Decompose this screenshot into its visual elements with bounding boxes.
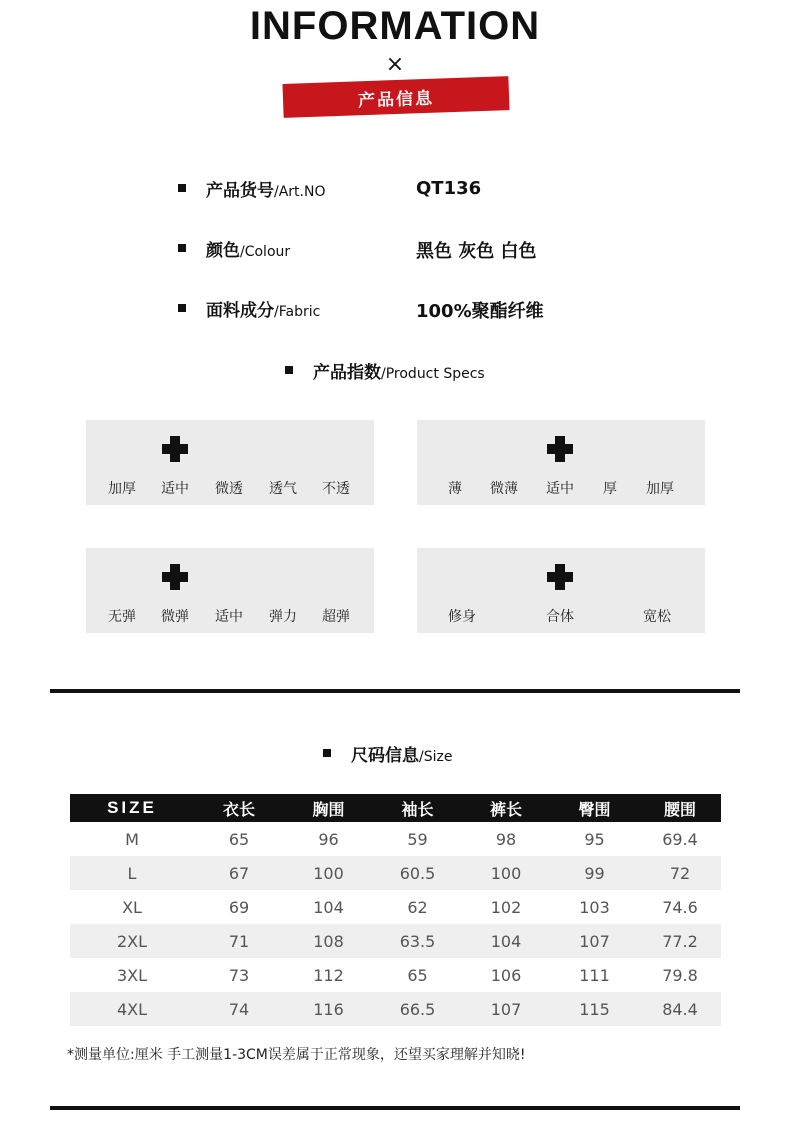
table-cell: 111	[579, 965, 610, 985]
table-cell: 98	[495, 829, 517, 849]
table-cell: 104	[313, 897, 344, 917]
table-cell: 106	[490, 965, 522, 985]
table-cell: 62	[407, 897, 428, 917]
table-cell: 71	[194, 924, 284, 958]
table-cell: 116	[284, 992, 373, 1026]
table-row	[70, 822, 721, 856]
divider	[50, 1106, 740, 1110]
table-cell: 3XL	[116, 965, 148, 985]
table-cell: 96	[318, 829, 339, 849]
spec-option: 微薄	[490, 481, 518, 497]
table-cell: 115	[550, 992, 639, 1026]
table-cell: 112	[313, 965, 344, 985]
table-row	[70, 992, 721, 1026]
spec-option: 超弹	[322, 609, 350, 625]
table-cell: 72	[639, 856, 721, 890]
column-header: 腰围	[639, 794, 721, 822]
size-table	[70, 794, 721, 1026]
spec-option: 薄	[448, 481, 462, 497]
spec-box-thickness	[86, 420, 374, 505]
plus-marker-icon	[162, 564, 188, 590]
spec-option: 适中	[215, 609, 243, 625]
table-cell: 108	[284, 924, 373, 958]
cross-icon: ×	[385, 52, 405, 77]
section-banner	[282, 76, 509, 118]
column-header: 衣长	[194, 794, 284, 822]
plus-marker-icon	[547, 564, 573, 590]
page-title: INFORMATION	[249, 4, 541, 48]
table-cell: 65	[228, 829, 250, 849]
table-cell: 95	[584, 829, 605, 849]
table-cell: 107	[462, 992, 550, 1026]
table-row	[70, 924, 721, 958]
table-cell: 77.2	[639, 924, 721, 958]
table-cell: 67	[194, 856, 284, 890]
table-cell: 2XL	[70, 924, 194, 958]
column-header: 袖长	[373, 794, 462, 822]
table-cell: 59	[407, 829, 428, 849]
table-cell: 4XL	[70, 992, 194, 1026]
table-cell: 66.5	[373, 992, 462, 1026]
table-cell: 100	[462, 856, 550, 890]
table-cell: 104	[462, 924, 550, 958]
bullet-icon	[323, 749, 331, 757]
table-cell: 73	[228, 965, 250, 985]
spec-option: 弹力	[269, 609, 297, 625]
plus-marker-icon	[547, 436, 573, 462]
specs-heading: 产品指数/Product Specs	[313, 363, 485, 383]
info-label-art-no: 产品货号/Art.NO	[206, 181, 326, 201]
table-cell: 107	[550, 924, 639, 958]
table-row	[70, 856, 721, 890]
spec-option: 无弹	[108, 609, 136, 625]
spec-option: 微透	[215, 481, 243, 497]
table-cell: 63.5	[373, 924, 462, 958]
spec-option: 透气	[269, 481, 297, 497]
info-label-colour: 颜色/Colour	[206, 241, 291, 261]
spec-option: 加厚	[108, 481, 136, 497]
table-cell: 103	[579, 897, 610, 917]
table-cell: 84.4	[639, 992, 721, 1026]
column-header: SIZE	[70, 794, 194, 822]
table-row	[70, 958, 721, 992]
column-header: 臀围	[550, 794, 639, 822]
spec-box-elasticity	[86, 548, 374, 633]
table-cell: 79.8	[662, 965, 698, 985]
spec-option: 适中	[161, 481, 189, 497]
table-cell: 99	[550, 856, 639, 890]
table-cell: XL	[122, 897, 142, 917]
info-label-fabric: 面料成分/Fabric	[206, 301, 321, 321]
table-cell: 100	[284, 856, 373, 890]
spec-option: 加厚	[646, 481, 674, 497]
table-row	[70, 890, 721, 924]
table-cell: 65	[407, 965, 428, 985]
table-cell: 69	[228, 897, 250, 917]
spec-option: 适中	[546, 481, 574, 497]
size-heading: 尺码信息/Size	[351, 746, 453, 766]
bullet-icon	[178, 244, 186, 252]
info-value-art-no: QT136	[416, 178, 482, 199]
info-value-fabric: 100%聚酯纤维	[416, 301, 544, 322]
plus-marker-icon	[162, 436, 188, 462]
table-cell: 69.4	[662, 829, 698, 849]
banner-label: 产品信息	[357, 88, 435, 111]
table-cell: 60.5	[373, 856, 462, 890]
spec-option: 合体	[546, 609, 574, 625]
column-header: 胸围	[284, 794, 373, 822]
spec-option: 厚	[603, 481, 617, 497]
spec-option: 不透	[322, 481, 350, 497]
spec-option: 修身	[448, 609, 476, 625]
table-cell: 74.6	[662, 897, 698, 917]
bullet-icon	[178, 184, 186, 192]
info-value-colour: 黑色 灰色 白色	[416, 241, 537, 262]
spec-box-fit	[417, 548, 705, 633]
spec-option: 宽松	[643, 609, 671, 625]
divider	[50, 689, 740, 693]
spec-box-weight	[417, 420, 705, 505]
table-cell: L	[70, 856, 194, 890]
table-cell: M	[125, 829, 139, 849]
spec-option: 微弹	[161, 609, 189, 625]
column-header: 裤长	[462, 794, 550, 822]
measurement-note: *测量单位:厘米 手工测量1-3CM误差属于正常现象，还望买家理解并知晓!	[67, 1047, 526, 1063]
bullet-icon	[178, 304, 186, 312]
table-cell: 74	[194, 992, 284, 1026]
bullet-icon	[285, 366, 293, 374]
table-header-row	[70, 794, 721, 822]
table-cell: 102	[490, 897, 522, 917]
